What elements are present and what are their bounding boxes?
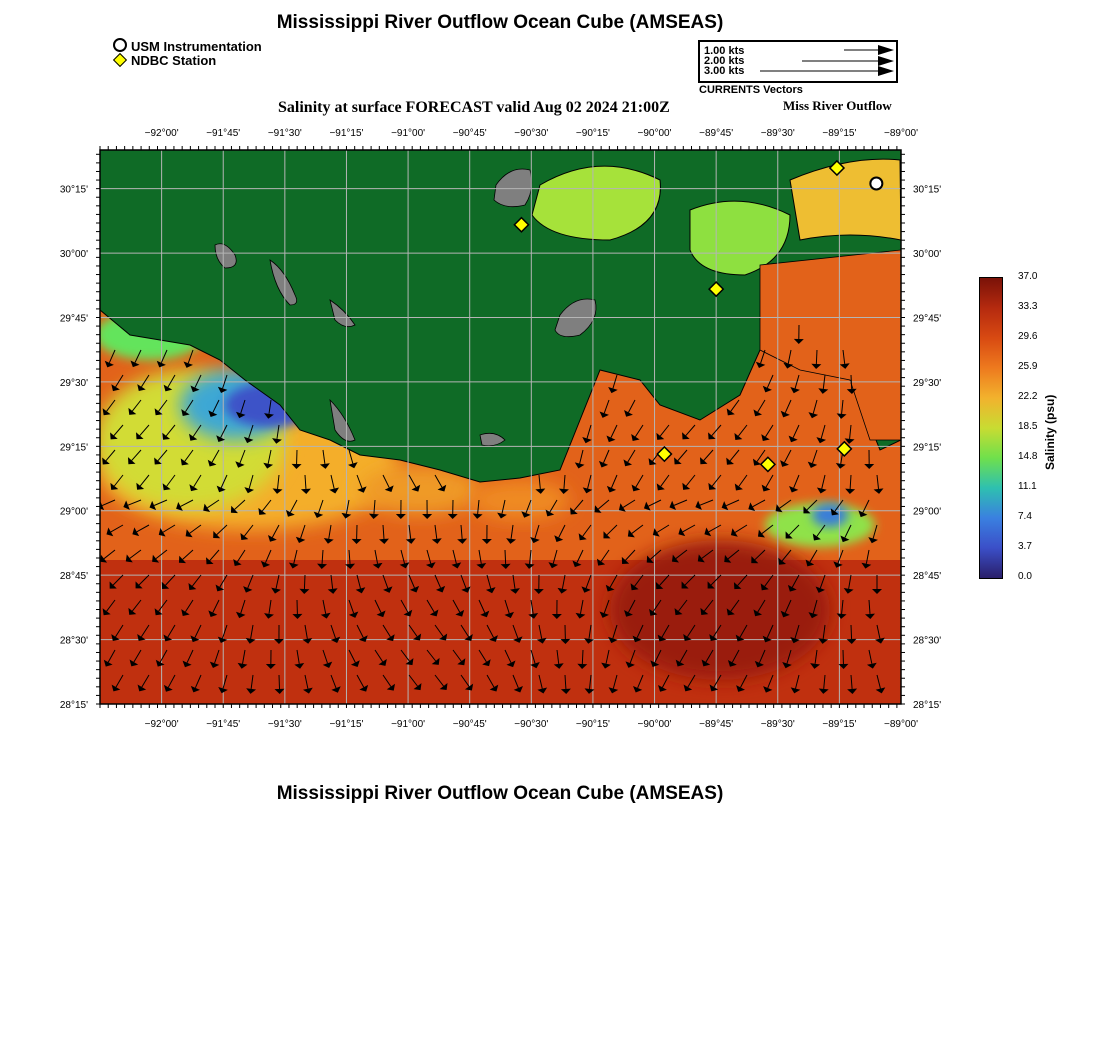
lat-tick-label: 29°30' (913, 377, 942, 389)
lon-tick-label: −91°00' (391, 719, 426, 730)
lat-tick-label: 29°45' (59, 313, 88, 325)
lat-tick-label: 28°45' (59, 571, 88, 583)
colorbar-tick-label: 37.0 (1018, 271, 1038, 282)
current-vector (582, 650, 583, 664)
lon-tick-label: −92°00' (144, 719, 179, 730)
current-vector (505, 550, 506, 564)
vector-key-label-3: 3.00 kts (704, 65, 745, 77)
lon-tick-label: −90°30' (514, 719, 549, 730)
lon-tick-label: −89°45' (699, 128, 734, 139)
usm-station-marker[interactable] (870, 177, 882, 189)
lat-tick-label: 29°00' (913, 506, 942, 518)
lon-tick-label: −89°30' (760, 128, 795, 139)
lat-tick-label: 30°15' (59, 184, 88, 196)
colorbar-tick-label: 22.2 (1018, 391, 1038, 402)
colorbar-tick-label: 11.1 (1018, 481, 1037, 492)
colorbar-tick-label: 3.7 (1018, 541, 1032, 552)
lat-tick-label: 29°15' (913, 442, 942, 454)
lon-tick-label: −89°30' (760, 719, 795, 730)
colorbar-tick-label: 33.3 (1018, 301, 1038, 312)
lon-tick-label: −91°45' (206, 719, 241, 730)
lat-tick-label: 28°30' (913, 635, 942, 647)
lon-tick-label: −90°00' (637, 719, 672, 730)
lon-tick-label: −91°45' (206, 128, 241, 139)
lat-tick-label: 30°00' (913, 249, 942, 261)
lat-tick-label: 30°15' (913, 184, 942, 196)
lon-tick-label: −91°00' (391, 128, 426, 139)
current-vector (279, 675, 280, 689)
vector-key-caption: CURRENTS Vectors (699, 84, 803, 96)
colorbar-tick-label: 14.8 (1018, 451, 1038, 462)
lon-tick-label: −90°45' (452, 719, 487, 730)
lon-tick-label: −91°15' (329, 128, 364, 139)
lon-tick-label: −89°45' (699, 719, 734, 730)
vector-key-label-1: 1.00 kts (704, 45, 745, 57)
second-panel-title: Mississippi River Outflow Ocean Cube (AMSEAS) (276, 783, 724, 804)
lat-tick-label: 28°15' (59, 700, 88, 711)
lat-tick-label: 29°30' (59, 377, 88, 389)
lat-tick-label: 29°15' (59, 442, 88, 454)
lon-tick-label: −90°15' (575, 128, 610, 139)
lon-tick-label: −90°00' (637, 128, 672, 139)
map-subtitle: Salinity at surface FORECAST valid Aug 02 2024 21:00Z (278, 99, 670, 116)
lon-tick-label: −92°00' (144, 128, 179, 139)
colorbar-tick-label: 18.5 (1018, 421, 1038, 432)
region-label: Miss River Outflow (783, 98, 892, 113)
lat-tick-label: 28°45' (913, 571, 942, 583)
current-vector (816, 350, 817, 364)
lon-tick-label: −89°00' (884, 128, 918, 139)
current-vector (851, 625, 852, 639)
map-content (95, 150, 901, 704)
colorbar-title: Salinity (psu) (1043, 394, 1057, 470)
lat-tick-label: 28°15' (913, 700, 942, 711)
lon-tick-label: −89°15' (822, 719, 857, 730)
legend-usm-label: USM Instrumentation (131, 39, 262, 54)
colorbar-tick-label: 0.0 (1018, 571, 1032, 582)
colorbar-tick-label: 25.9 (1018, 361, 1038, 372)
lat-tick-label: 30°00' (59, 249, 88, 261)
lat-tick-label: 29°45' (913, 313, 942, 325)
colorbar (979, 277, 1003, 579)
lon-tick-label: −89°00' (884, 719, 918, 730)
main-title: Mississippi River Outflow Ocean Cube (AMSEAS) (276, 12, 724, 33)
colorbar-tick-label: 7.4 (1018, 511, 1032, 522)
lon-tick-label: −90°45' (452, 128, 487, 139)
lat-tick-label: 29°00' (59, 506, 88, 518)
lon-tick-label: −90°15' (575, 719, 610, 730)
vector-key-label-2: 2.00 kts (704, 55, 745, 67)
colorbar-tick-label: 29.6 (1018, 331, 1038, 342)
current-vector (851, 375, 852, 389)
lon-tick-label: −91°15' (329, 719, 364, 730)
current-vector (304, 575, 305, 589)
lon-tick-label: −91°30' (267, 128, 302, 139)
legend-ndbc-label: NDBC Station (131, 53, 217, 68)
lat-tick-label: 28°30' (59, 635, 88, 647)
lon-tick-label: −89°15' (822, 128, 857, 139)
lon-tick-label: −91°30' (267, 719, 302, 730)
lon-tick-label: −90°30' (514, 128, 549, 139)
